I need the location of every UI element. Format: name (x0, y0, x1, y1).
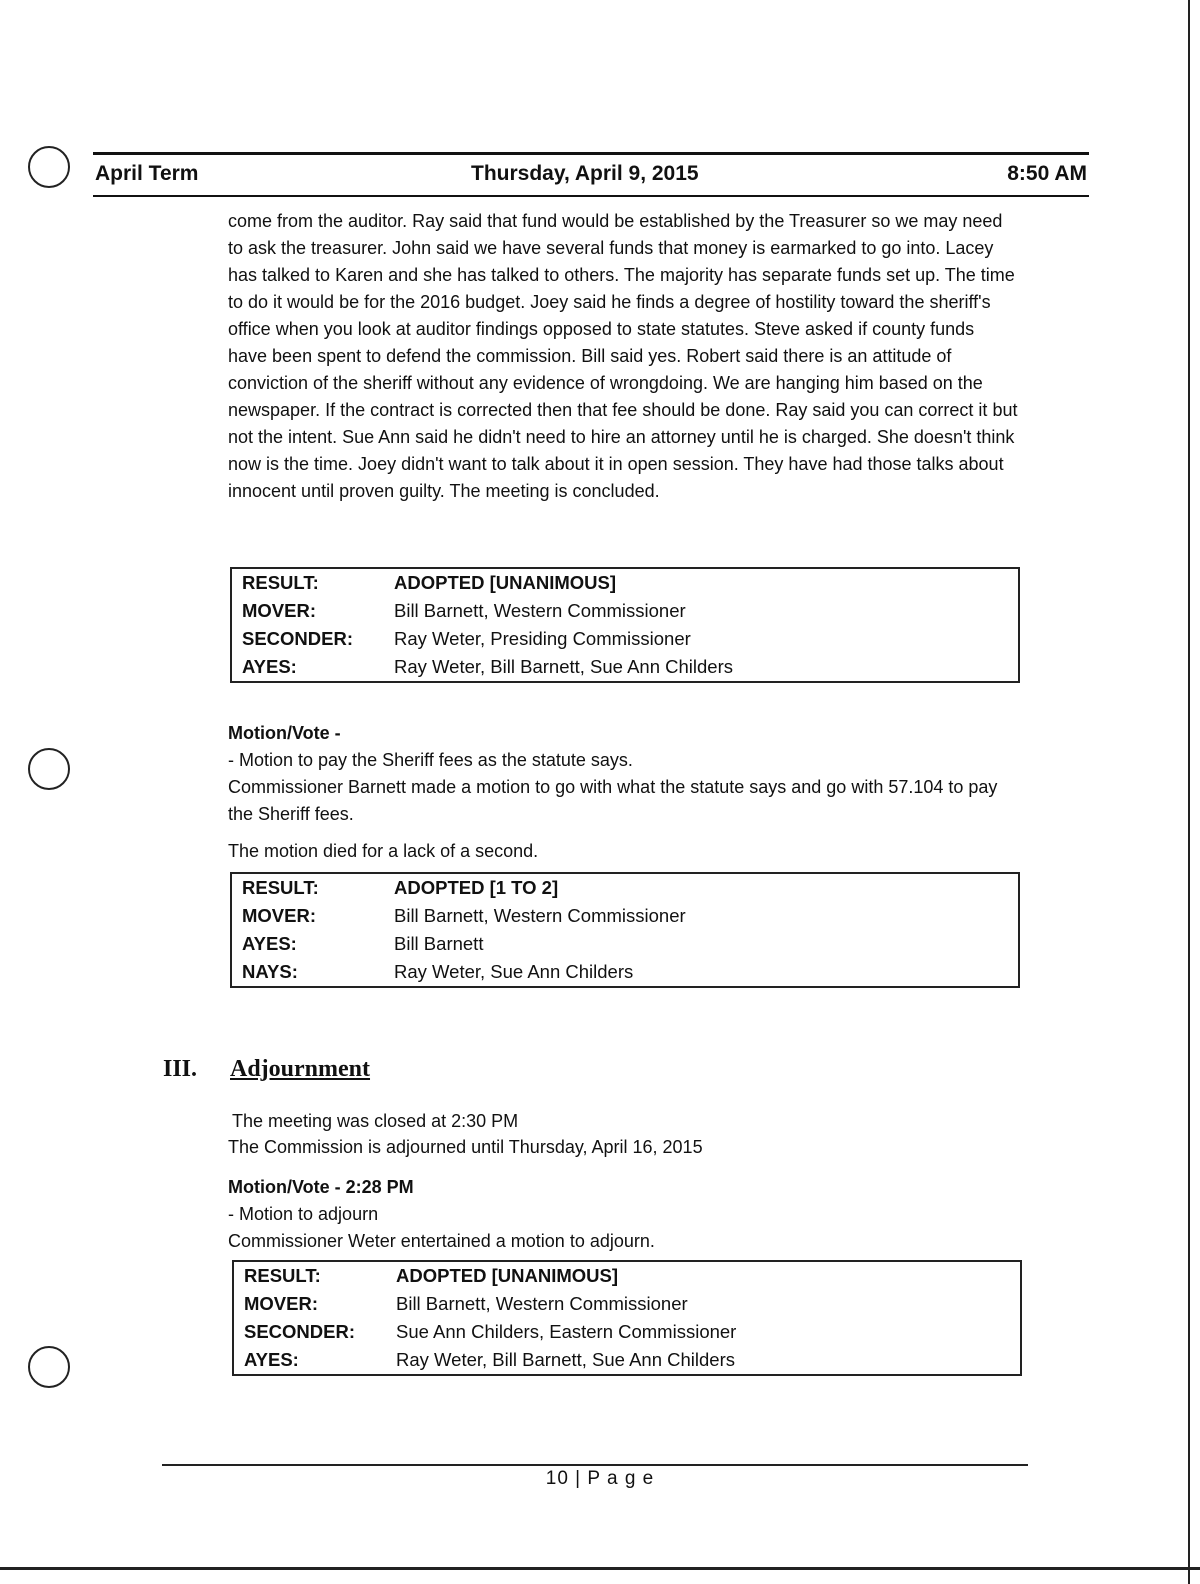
vote-label: NAYS: (242, 961, 298, 982)
vote-row (231, 958, 1019, 987)
vote-value: ADOPTED [UNANIMOUS] (394, 572, 616, 593)
vote-table-3 (232, 1260, 1022, 1376)
vote-row (231, 597, 1019, 625)
footer-rule (162, 1464, 1028, 1466)
header-bottom-rule (93, 195, 1089, 197)
vote-value: Ray Weter, Sue Ann Childers (394, 961, 634, 982)
vote-label: RESULT: (244, 1265, 321, 1286)
vote-value: Bill Barnett, Western Commissioner (394, 600, 686, 621)
vote-row (231, 653, 1019, 682)
motion-block-sheriff-fees (228, 720, 1018, 865)
header-top-rule (93, 152, 1089, 155)
motion-title: Motion/Vote - (228, 723, 341, 743)
vote-label: MOVER: (242, 905, 316, 926)
vote-row (233, 1290, 1021, 1318)
punch-hole-bottom (28, 1346, 70, 1388)
header-time: 8:50 AM (1007, 162, 1087, 185)
header-term: April Term (95, 162, 199, 185)
vote-value: ADOPTED [UNANIMOUS] (396, 1265, 618, 1286)
vote-label: MOVER: (244, 1293, 318, 1314)
punch-hole-top (28, 146, 70, 188)
motion-description: Commissioner Barnett made a motion to go with what the statute says and go with 57.104 to pay the Sheriff fees. (228, 777, 998, 824)
discussion-paragraph: come from the auditor. Ray said that fund would be established by the Treasurer so we may need to ask the treasurer. John said we have several funds that money is earmarked to go into. Lacey has talked to Karen and she has talked to others. The majority has separate funds set up. The time to do it would be for the 2016 budget. Joey said he finds a degree of hostility toward the sheriff's office when you look at auditor findings opposed to state statutes. Steve asked if county funds have been spent to defend the commission. Bill said yes. Robert said there is an attitude of conviction of the sheriff without any evidence of wrongdoing. We are hanging him based on the newspaper. If the contract is corrected then that fee should be done. Ray said you can correct it but not the intent. Sue Ann said he didn't need to hire an attorney until he is charged. She doesn't think now is the time. Joey didn't want to talk about it in open session. They have had those talks about innocent until proven guilty. The meeting is concluded. (228, 211, 1018, 501)
vote-value: Bill Barnett, Western Commissioner (394, 905, 686, 926)
vote-row (233, 1318, 1021, 1346)
vote-table-1 (230, 567, 1020, 683)
vote-label: AYES: (242, 933, 297, 954)
vote-row (231, 873, 1019, 902)
punch-hole-middle (28, 748, 70, 790)
scan-edge-right (1188, 0, 1190, 1584)
vote-row (231, 930, 1019, 958)
adjournment-closed: The meeting was closed at 2:30 PM (232, 1111, 519, 1131)
vote-row (231, 902, 1019, 930)
motion-title: Motion/Vote - 2:28 PM (228, 1177, 414, 1197)
motion-item: - Motion to pay the Sheriff fees as the statute says. (228, 750, 633, 770)
vote-label: SECONDER: (242, 628, 354, 649)
vote-row (231, 568, 1019, 597)
vote-value: ADOPTED [1 TO 2] (394, 877, 559, 898)
vote-value: Bill Barnett (394, 933, 484, 954)
section-number: III. (163, 1056, 198, 1082)
header-date: Thursday, April 9, 2015 (471, 162, 699, 185)
vote-table-2 (230, 872, 1020, 988)
vote-label: RESULT: (242, 877, 319, 898)
scan-edge-bottom (0, 1567, 1200, 1570)
page-number: 10 | P a g e (545, 1468, 655, 1489)
vote-row (233, 1346, 1021, 1375)
vote-label: SECONDER: (244, 1321, 356, 1342)
vote-row (233, 1261, 1021, 1290)
section-title: Adjournment (230, 1056, 371, 1082)
vote-value: Bill Barnett, Western Commissioner (396, 1293, 688, 1314)
vote-value: Ray Weter, Bill Barnett, Sue Ann Childers (394, 656, 733, 677)
vote-value: Ray Weter, Bill Barnett, Sue Ann Childers (396, 1349, 735, 1370)
vote-value: Sue Ann Childers, Eastern Commissioner (396, 1321, 737, 1342)
vote-label: RESULT: (242, 572, 319, 593)
motion-note: The motion died for a lack of a second. (228, 841, 539, 861)
motion-block-adjourn (228, 1174, 1018, 1255)
vote-label: MOVER: (242, 600, 316, 621)
page-header (93, 160, 1089, 194)
motion-description: Commissioner Weter entertained a motion to adjourn. (228, 1231, 655, 1251)
vote-label: AYES: (242, 656, 297, 677)
vote-value: Ray Weter, Presiding Commissioner (394, 628, 691, 649)
vote-row (231, 625, 1019, 653)
adjournment-until: The Commission is adjourned until Thursday, April 16, 2015 (228, 1137, 703, 1157)
vote-label: AYES: (244, 1349, 299, 1370)
motion-item: - Motion to adjourn (228, 1204, 379, 1224)
